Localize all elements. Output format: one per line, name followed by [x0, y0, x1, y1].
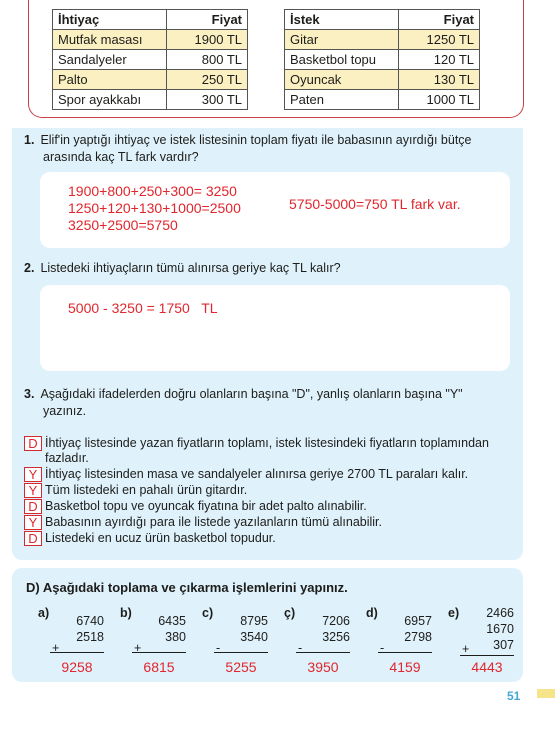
question-1	[24, 132, 516, 166]
result[interactable]: 4443	[471, 659, 503, 675]
answer-mark-box[interactable]: Y	[24, 467, 42, 482]
question-number: 1.	[24, 133, 35, 147]
operation-b	[120, 604, 186, 678]
operation-label: e)	[448, 606, 460, 620]
statement-row	[24, 483, 247, 498]
question-text: Listedeki ihtiyaçların tümü alınırsa geriye kaç TL kalır?	[40, 261, 341, 275]
answer-box-1[interactable]	[40, 172, 510, 248]
operand: 2798	[404, 630, 432, 644]
sum-line	[214, 652, 268, 653]
needs-header-row	[53, 10, 248, 30]
question-text: yazınız.	[43, 404, 87, 418]
operand: 307	[493, 638, 514, 652]
table-row	[53, 30, 248, 50]
operation-d	[366, 604, 432, 678]
wants-header-row	[285, 10, 480, 30]
operand: 1670	[486, 622, 514, 636]
answer-line: 1250+120+130+1000=2500	[68, 200, 241, 216]
wants-header-price: Fiyat	[399, 10, 480, 30]
answer-mark-box[interactable]: D	[24, 499, 42, 514]
plus-sign: +	[462, 642, 470, 656]
section-d-panel	[12, 568, 523, 682]
sum-line	[378, 652, 432, 653]
table-row	[285, 90, 480, 110]
operand: 8795	[240, 614, 268, 628]
operand: 3540	[240, 630, 268, 644]
answer-line: 3250+2500=5750	[68, 217, 178, 233]
needs-price: 300 TL	[167, 90, 248, 110]
wants-price: 130 TL	[399, 70, 480, 90]
plus-sign: +	[52, 641, 60, 655]
operation-a	[38, 604, 104, 678]
wants-item: Paten	[285, 90, 399, 110]
question-number: 3.	[24, 387, 35, 401]
result[interactable]: 9258	[61, 659, 93, 675]
answer-line: 1900+800+250+300= 3250	[68, 183, 237, 199]
operand: 3256	[322, 630, 350, 644]
sum-line	[132, 652, 186, 653]
statement-row	[24, 531, 276, 546]
operand: 6740	[76, 614, 104, 628]
statement-text: Babasının ayırdığı para ile listede yazılanların tümü alınabilir.	[45, 515, 382, 529]
table-row	[285, 50, 480, 70]
minus-sign: -	[380, 641, 385, 655]
sum-line	[460, 655, 514, 656]
answer-mark-box[interactable]: D	[24, 531, 42, 546]
needs-item: Spor ayakkabı	[53, 90, 167, 110]
wants-table	[284, 9, 480, 110]
sum-line	[296, 652, 350, 653]
needs-item: Sandalyeler	[53, 50, 167, 70]
answer-line: 5000 - 3250 = 1750 TL	[68, 300, 218, 316]
result[interactable]: 5255	[225, 659, 257, 675]
answer-mark-box[interactable]: Y	[24, 483, 42, 498]
table-row	[53, 50, 248, 70]
operation-label: ç)	[284, 606, 296, 620]
needs-item: Palto	[53, 70, 167, 90]
needs-price: 250 TL	[167, 70, 248, 90]
plus-sign: +	[134, 641, 142, 655]
operation-label: c)	[202, 606, 214, 620]
statement-text: İhtiyaç listesinde yazan fiyatların toplamı, istek listesindeki fiyatların toplamından	[45, 436, 489, 450]
minus-sign: -	[216, 641, 221, 655]
wants-price: 1000 TL	[399, 90, 480, 110]
question-text: Aşağıdaki ifadelerden doğru olanların başına "D", yanlış olanların başına "Y"	[40, 387, 463, 401]
sum-line	[50, 652, 104, 653]
operand: 2518	[76, 630, 104, 644]
wants-item: Gitar	[285, 30, 399, 50]
table-row	[285, 70, 480, 90]
operand: 2466	[486, 606, 514, 620]
page-number: 51	[507, 689, 521, 703]
needs-header-item: İhtiyaç	[53, 10, 167, 30]
section-d-title: D) Aşağıdaki toplama ve çıkarma işlemlerini yapınız.	[26, 580, 348, 595]
statement-text: İhtiyaç listesinden masa ve sandalyeler alınırsa geriye 2700 TL paraları kalır.	[45, 467, 469, 481]
minus-sign: -	[298, 641, 303, 655]
statement-row	[24, 515, 382, 530]
wants-header-item: İstek	[285, 10, 399, 30]
operation-e	[448, 598, 514, 678]
needs-item: Mutfak masası	[53, 30, 167, 50]
question-text: Elif'in yaptığı ihtiyaç ve istek listesinin toplam fiyatı ile babasının ayırdığı bütçe	[40, 133, 472, 147]
result[interactable]: 6815	[143, 659, 175, 675]
statement-row	[24, 467, 468, 482]
statement-text: Basketbol topu ve oyuncak fiyatına bir adet palto alınabilir.	[45, 499, 367, 513]
statement-text: Listedeki en ucuz ürün basketbol topudur.	[45, 531, 276, 545]
question-number: 2.	[24, 261, 35, 275]
statement-row	[24, 436, 519, 466]
table-row	[53, 90, 248, 110]
answer-line: 5750-5000=750 TL fark var.	[289, 196, 461, 212]
page-tab-marker	[537, 689, 555, 698]
operand: 6435	[158, 614, 186, 628]
question-text: arasında kaç TL fark vardır?	[43, 150, 199, 164]
table-row	[285, 30, 480, 50]
operation-c	[202, 604, 268, 678]
operation-c-cedilla	[284, 604, 350, 678]
operation-label: b)	[120, 606, 132, 620]
result[interactable]: 3950	[307, 659, 339, 675]
answer-mark-box[interactable]: D	[24, 436, 42, 451]
answer-mark-box[interactable]: Y	[24, 515, 42, 530]
statement-text: Tüm listedeki en pahalı ürün gitardır.	[45, 483, 248, 497]
table-row	[53, 70, 248, 90]
wants-item: Basketbol topu	[285, 50, 399, 70]
question-3	[24, 386, 516, 420]
result[interactable]: 4159	[389, 659, 421, 675]
needs-header-price: Fiyat	[167, 10, 248, 30]
wants-price: 1250 TL	[399, 30, 480, 50]
statement-row	[24, 499, 367, 514]
operation-label: d)	[366, 606, 378, 620]
needs-table	[52, 9, 248, 110]
statement-text: fazladır.	[45, 451, 89, 465]
answer-box-2[interactable]	[40, 285, 510, 371]
wants-item: Oyuncak	[285, 70, 399, 90]
operation-label: a)	[38, 606, 50, 620]
operand: 380	[165, 630, 186, 644]
operand: 7206	[322, 614, 350, 628]
needs-price: 1900 TL	[167, 30, 248, 50]
needs-price: 800 TL	[167, 50, 248, 70]
wants-price: 120 TL	[399, 50, 480, 70]
operand: 6957	[404, 614, 432, 628]
question-2	[24, 260, 341, 277]
